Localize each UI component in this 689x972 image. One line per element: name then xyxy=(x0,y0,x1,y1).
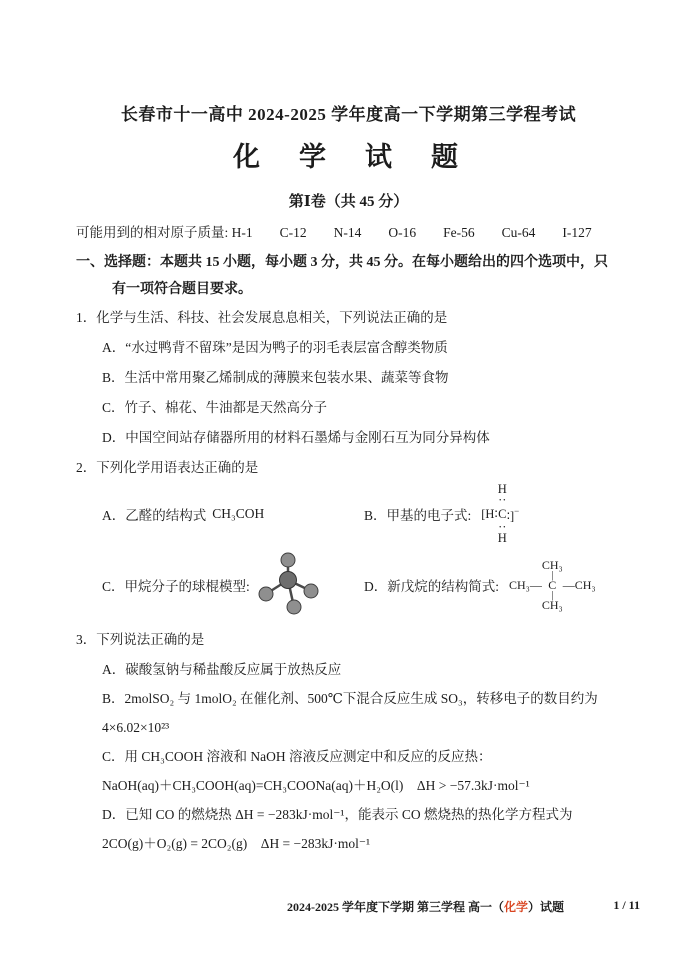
option-a-label: A．乙醛的结构式 xyxy=(102,508,207,523)
edot-center-c: C xyxy=(498,506,507,521)
question-3-option-b-line1: B．2molSO₂ 与 1molO₂ 在催化剂、500℃下混合反应生成 SO₃，转移电子的数目约为 xyxy=(102,691,598,706)
edot-bottom-h: H xyxy=(497,531,507,545)
edot-dots-top: ·· xyxy=(498,493,507,507)
part-one-heading: 第Ⅰ卷（共 45 分） xyxy=(288,194,409,210)
question-3-option-a: A．碳酸氢钠与稀盐酸反应属于放热反应 xyxy=(102,662,342,677)
question-3-option-d-line2: 2CO(g)＋O₂(g) = 2CO₂(g) ΔH = −283kJ·mol⁻¹ xyxy=(102,836,371,851)
struct-top-ch3: CH₃ xyxy=(541,557,563,572)
question-2-row-ab xyxy=(76,483,621,545)
question-2-option-d xyxy=(364,557,621,612)
question-3-option-c-line1: C．用 CH₃COOH 溶液和 NaOH 溶液反应测定中和反应的反应热： xyxy=(102,749,492,764)
exam-title-line2: 化 学 试 题 xyxy=(233,142,464,172)
option-d-label: D．新戊烷的结构简式: xyxy=(364,579,499,594)
footer-document-label xyxy=(287,898,564,915)
edot-right: ∶]− xyxy=(506,506,520,523)
question-3-option-c-line2: NaOH(aq)＋CH₃COOH(aq)=CH₃COONa(aq)＋H₂O(l) ΔH > −57.3kJ·mol⁻¹ xyxy=(102,778,530,793)
section-instructions xyxy=(76,249,621,303)
question-2-row-cd xyxy=(76,545,621,625)
question-1-option-c: C．竹子、棉花、牛油都是天然高分子 xyxy=(102,400,328,415)
question-2-option-c xyxy=(102,550,364,620)
neopentane-structural-formula xyxy=(509,557,596,612)
question-1-stem: 1．化学与生活、科技、社会发展息息相关，下列说法正确的是 xyxy=(76,310,448,325)
instructions-line2: 有一项符合题目要求。 xyxy=(112,282,252,297)
edot-charge: − xyxy=(514,506,520,516)
methane-ball-stick-model xyxy=(256,550,320,620)
question-2-stem: 2．下列化学用语表达正确的是 xyxy=(76,460,259,475)
footer-text-right: ）试题 xyxy=(528,900,565,914)
question-2-option-b xyxy=(364,484,621,544)
footer-page-number: 1 / 11 xyxy=(613,898,640,912)
struct-center-c: C xyxy=(548,577,557,592)
struct-right-ch3: —CH₃ xyxy=(562,577,596,592)
option-c-label: C．甲烷分子的球棍模型: xyxy=(102,579,250,594)
struct-vbond-top: | xyxy=(551,569,554,581)
edot-top-h: H xyxy=(497,482,507,496)
footer-subject-highlight: 化学 xyxy=(504,900,529,914)
question-3-option-b-line2: 4×6.02×10²³ xyxy=(102,720,170,735)
question-3-stem: 3．下列说法正确的是 xyxy=(76,632,205,647)
struct-vbond-bottom: | xyxy=(551,589,554,601)
acetaldehyde-formula: CH₃COH xyxy=(212,506,265,521)
edot-left: [H∶ xyxy=(481,506,498,521)
question-3-option-d-line1: D．已知 CO 的燃烧热 ΔH = −283kJ·mol⁻¹，能表示 CO 燃烧热的热化学方程式为 xyxy=(102,807,573,822)
instructions-line1: 一、选择题：本题共 15 小题，每小题 3 分，共 45 分。在每小题给出的四个选项中，只 xyxy=(76,255,608,270)
question-1-option-b: B．生活中常用聚乙烯制成的薄膜来包装水果、蔬菜等食物 xyxy=(102,370,449,385)
struct-left-ch3: CH₃— xyxy=(509,577,542,592)
question-2-option-a xyxy=(102,504,364,524)
atomic-masses-line: 可能用到的相对原子质量: H-1 C-12 N-14 O-16 Fe-56 Cu-64 I-127 xyxy=(76,225,592,240)
footer-text-left: 2024-2025 学年度下学期 第三学程 高一（ xyxy=(287,900,504,914)
methyl-electron-formula xyxy=(481,484,519,544)
struct-bottom-ch3: CH₃ xyxy=(541,597,563,612)
question-1-option-a: A．“水过鸭背不留珠”是因为鸭子的羽毛表层富含醇类物质 xyxy=(102,340,448,355)
exam-title-line1: 长春市十一高中 2024-2025 学年度高一下学期第三学程考试 xyxy=(120,105,577,124)
edot-dots-bottom: ·· xyxy=(498,520,507,534)
option-b-label: B．甲基的电子式: xyxy=(364,508,472,523)
question-1-option-d: D．中国空间站存储器所用的材料石墨烯与金刚石互为同分异构体 xyxy=(102,430,490,445)
